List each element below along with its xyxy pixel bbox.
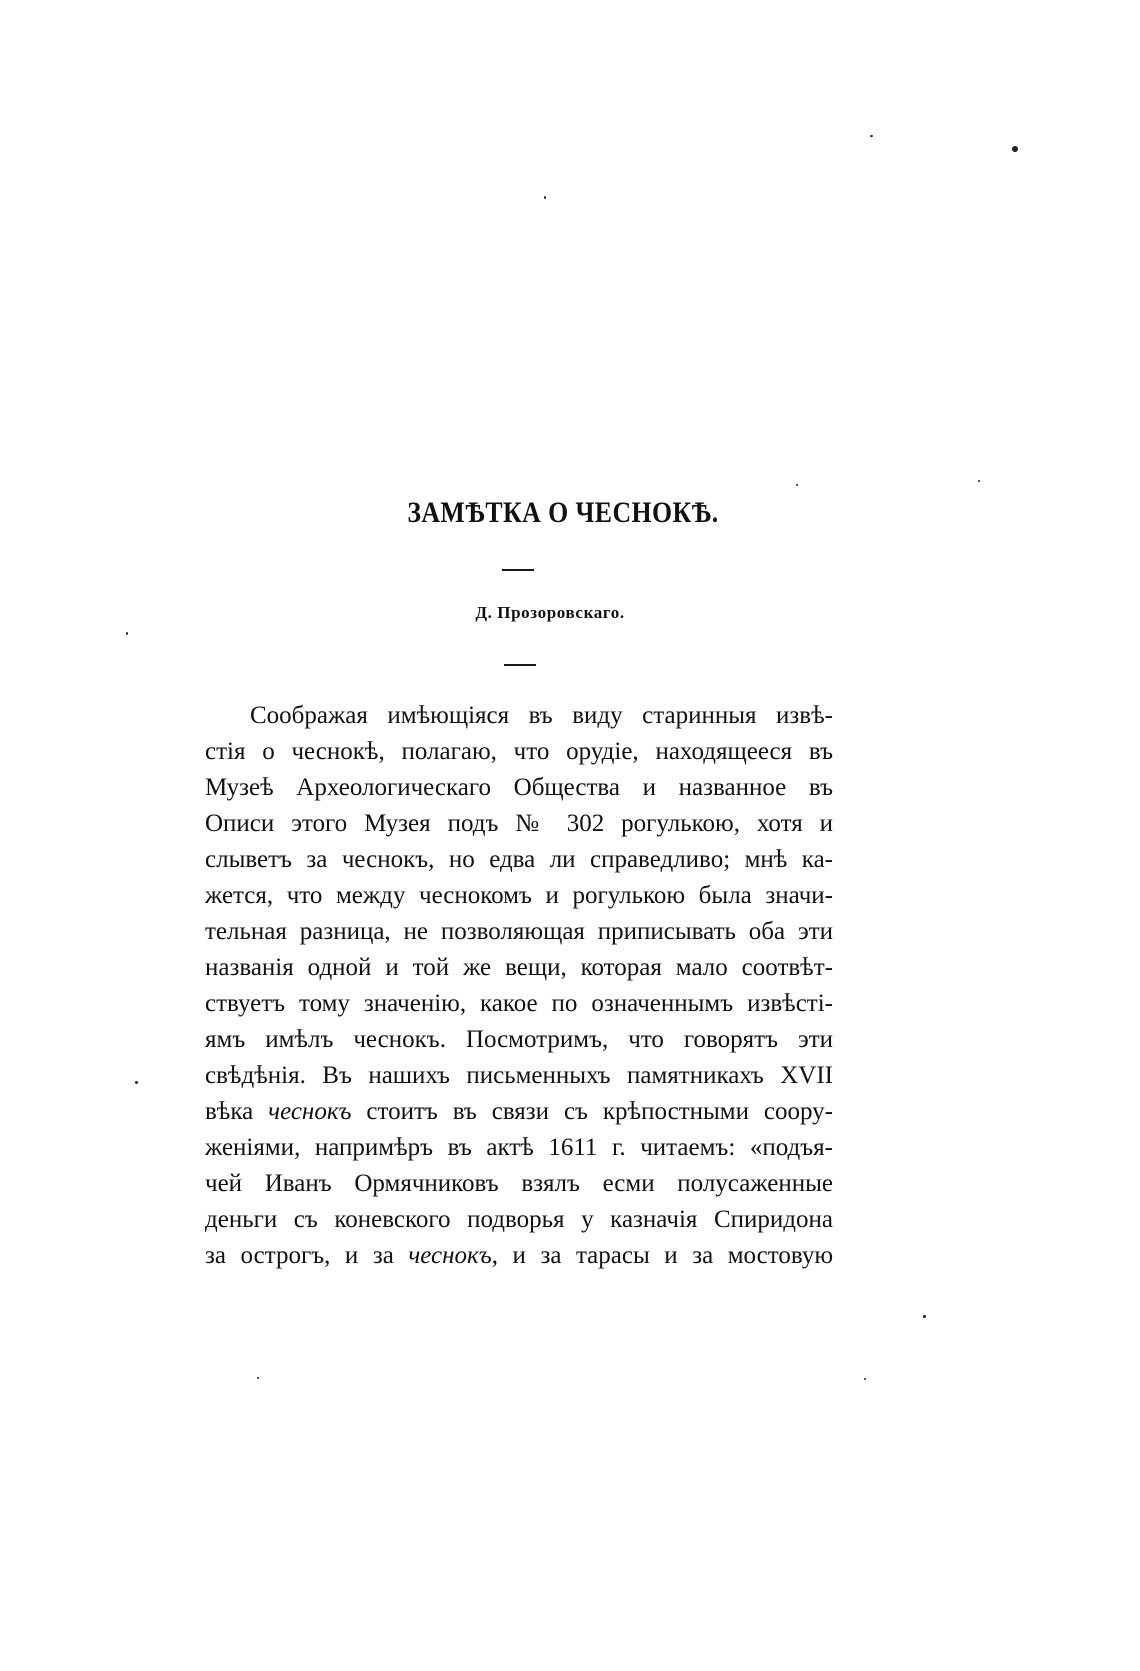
text-run: , и за тарасы и за мостовую xyxy=(491,1242,833,1269)
text-line: жется, что между чеснокомъ и рогулькою была значи- xyxy=(205,882,833,909)
scan-speck xyxy=(126,632,128,635)
scan-speck xyxy=(864,1378,866,1380)
text-line: чей Иванъ Ормячниковъ взялъ есми полусаженные xyxy=(205,1170,833,1197)
text-line xyxy=(205,1238,833,1274)
text-line: слыветъ за чеснокъ, но едва ли справедливо; мнѣ ка- xyxy=(205,846,833,873)
scan-speck xyxy=(544,196,546,199)
text-line: ямъ имѣлъ чеснокъ. Посмотримъ, что говорятъ эти xyxy=(205,1026,833,1053)
text-line: Соображая имѣющіяся въ виду старинныя извѣ- xyxy=(250,702,833,729)
text-run: стоитъ въ связи съ крѣпостными соору- xyxy=(351,1098,833,1125)
article-title: ЗАМѢТКА О ЧЕСНОКѢ. xyxy=(407,496,719,529)
text-line: стія о чеснокѣ, полагаю, что орудіе, находящееся въ xyxy=(205,738,833,765)
title-rule xyxy=(502,569,534,571)
italic-term: чеснокъ xyxy=(408,1242,492,1269)
scan-speck xyxy=(923,1315,926,1318)
author-byline: Д. Прозоровскаго. xyxy=(475,603,625,622)
text-line: Описи этого Музея подъ № 302 рогулькою, хотя и xyxy=(205,810,833,837)
article-body xyxy=(205,698,833,1274)
text-line: Музеѣ Археологическаго Общества и названное въ xyxy=(205,774,833,801)
scan-speck xyxy=(257,1377,259,1379)
scan-speck xyxy=(135,1081,138,1084)
text-line: ствуетъ тому значенію, какое по означеннымъ извѣсті- xyxy=(205,990,833,1017)
scan-speck xyxy=(870,135,873,137)
author-rule xyxy=(504,664,536,666)
scan-speck xyxy=(1012,146,1018,152)
text-line xyxy=(205,1094,833,1130)
text-line: свѣдѣнія. Въ нашихъ письменныхъ памятникахъ XVII xyxy=(205,1062,833,1089)
scan-speck xyxy=(796,484,798,486)
scan-speck xyxy=(978,480,980,482)
text-line: названія одной и той же вещи, которая мало соотвѣт- xyxy=(205,954,833,981)
text-line: деньги съ коневского подворья у казначія Спиридона xyxy=(205,1206,833,1233)
text-run: за острогъ, и за xyxy=(205,1242,409,1269)
text-run: вѣка xyxy=(205,1098,269,1125)
text-line: женіями, напримѣръ въ актѣ 1611 г. читаемъ: «подъя- xyxy=(205,1134,833,1161)
text-line: тельная разница, не позволяющая приписывать оба эти xyxy=(205,918,833,945)
italic-term: чеснокъ xyxy=(268,1098,352,1125)
